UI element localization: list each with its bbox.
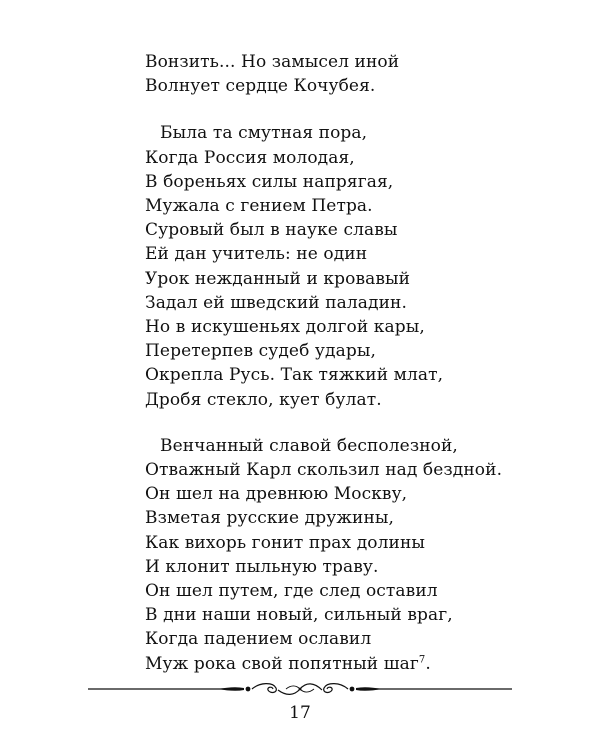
poem-line: Перетерпев судеб удары,: [145, 341, 376, 362]
poem-line: Взметая русские дружины,: [145, 508, 395, 529]
poem-line-text: Муж рока свой попятный шаг: [145, 653, 419, 674]
poem-line: Вонзить... Но замысел иной: [145, 52, 400, 72]
poem-line-with-footnote: Муж рока свой попятный шаг$^7$.: [145, 653, 431, 674]
poem-line: Суровый был в науке славы: [145, 220, 398, 241]
poem-line: Как вихорь гонит прах долины: [145, 532, 426, 553]
poem-line: Ей дан учитель: не один: [145, 244, 368, 265]
poem-line: Когда Россия молодая,: [145, 147, 355, 168]
poem-line: Мужала с гением Петра.: [145, 196, 373, 217]
poem-line: Урок нежданный и кровавый: [145, 268, 411, 289]
poem-line: В бореньях силы напрягая,: [145, 171, 394, 192]
poem-line: Задал ей шведский паладин.: [145, 292, 407, 313]
poem-line: Волнует сердце Кочубея.: [145, 76, 376, 97]
poem-line: И клонит пыльную траву.: [145, 556, 379, 577]
poem-line: Была та смутная пора,: [160, 123, 368, 144]
stanza-1: [145, 50, 565, 98]
poem-line: В дни наши новый, сильный враг,: [145, 605, 453, 626]
poem-line: Венчанный славой бесполезной,: [160, 435, 458, 456]
poem-line: Отважный Карл скользил над бездной.: [145, 460, 503, 481]
poem-line: Он шел путем, где след оставил: [145, 581, 438, 602]
poem-line: Он шел на древнюю Москву,: [145, 484, 408, 505]
footnote-marker: 7: [418, 654, 426, 666]
page-number: 17: [289, 703, 311, 723]
poem-line: Но в искушеньях долгой кары,: [145, 317, 425, 338]
ornament-divider-icon: [88, 681, 512, 697]
poem-text: [145, 50, 565, 676]
stanza-3: [145, 434, 565, 676]
stanza-2: [145, 121, 565, 411]
poem-line: Когда падением ославил: [145, 629, 372, 650]
poem-line: Окрепла Русь. Так тяжкий млат,: [145, 365, 444, 386]
poem-line: Дробя стекло, кует булат.: [145, 389, 382, 410]
